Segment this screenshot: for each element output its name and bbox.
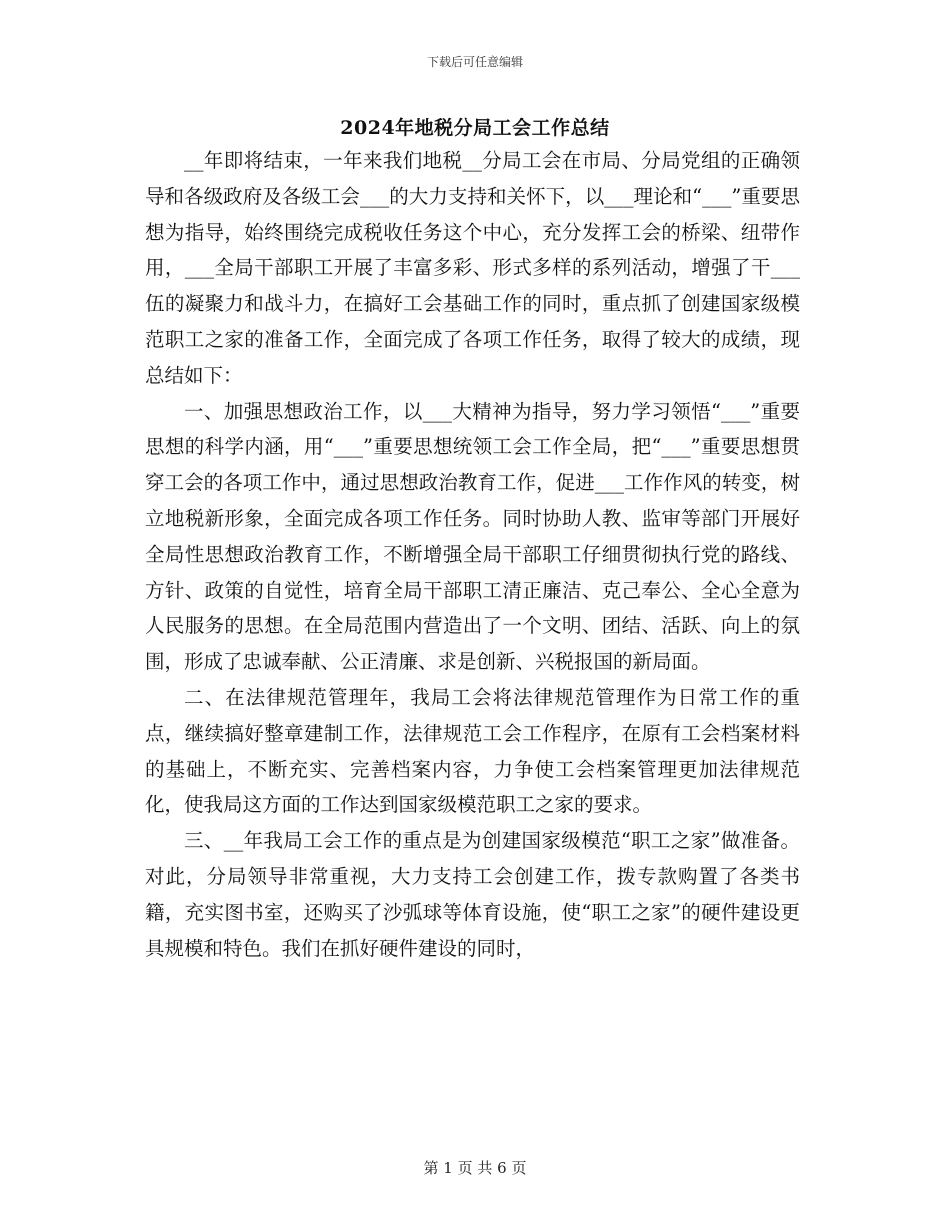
document-title: 2024年地税分局工会工作总结	[340, 117, 610, 139]
paragraph-section-3: 三、__年我局工会工作的重点是为创建国家级模范“职工之家”做准备。对此，分局领导非常重视，大力支持工会创建工作，拨专款购置了各类书籍，充实图书室，还购买了沙弧球等体育设施，使“职工之家”的硬件建设更具规模和特色。我们在抓好硬件建设的同时，	[145, 829, 800, 960]
paragraph-intro: __年即将结束，一年来我们地税__分局工会在市局、分局党组的正确领导和各级政府及各级工会___的大力支持和关怀下，以___理论和“___”重要思想为指导，始终围绕完成税收任务这个中心，充分发挥工会的桥梁、纽带作用，___全局干部职工开展了丰富多彩、形式多样的系列活动，增强了干___伍的凝聚力和战斗力，在搞好工会基础工作的同时，重点抓了创建国家级模范职工之家的准备工作，全面完成了各项工作任务，取得了较大的成绩，现总结如下：	[145, 149, 800, 387]
page-number: 第 1 页 共 6 页	[423, 1159, 527, 1177]
document-body	[145, 143, 800, 966]
paragraph-section-1: 一、加强思想政治工作，以___大精神为指导，努力学习领悟“___”重要思想的科学内涵，用“___”重要思想统领工会工作全局，把“___”重要思想贯穿工会的各项工作中，通过思想政治教育工作，促进___工作作风的转变，树立地税新形象，全面完成各项工作任务。同时协助人教、监审等部门开展好全局性思想政治教育工作，不断增强全局干部职工仔细贯彻执行党的路线、方针、政策的自觉性，培育全局干部职工清正廉洁、克己奉公、全心全意为人民服务的思想。在全局范围内营造出了一个文明、团结、活跃、向上的氛围，形成了忠诚奉献、公正清廉、求是创新、兴税报国的新局面。	[145, 399, 800, 674]
paragraph-section-2: 二、在法律规范管理年，我局工会将法律规范管理作为日常工作的重点，继续搞好整章建制工作，法律规范工会工作程序，在原有工会档案材料的基础上，不断充实、完善档案内容，力争使工会档案管理更加法律规范化，使我局这方面的工作达到国家级模范职工之家的要求。	[145, 685, 800, 817]
header-note: 下载后可任意编辑	[426, 55, 523, 69]
